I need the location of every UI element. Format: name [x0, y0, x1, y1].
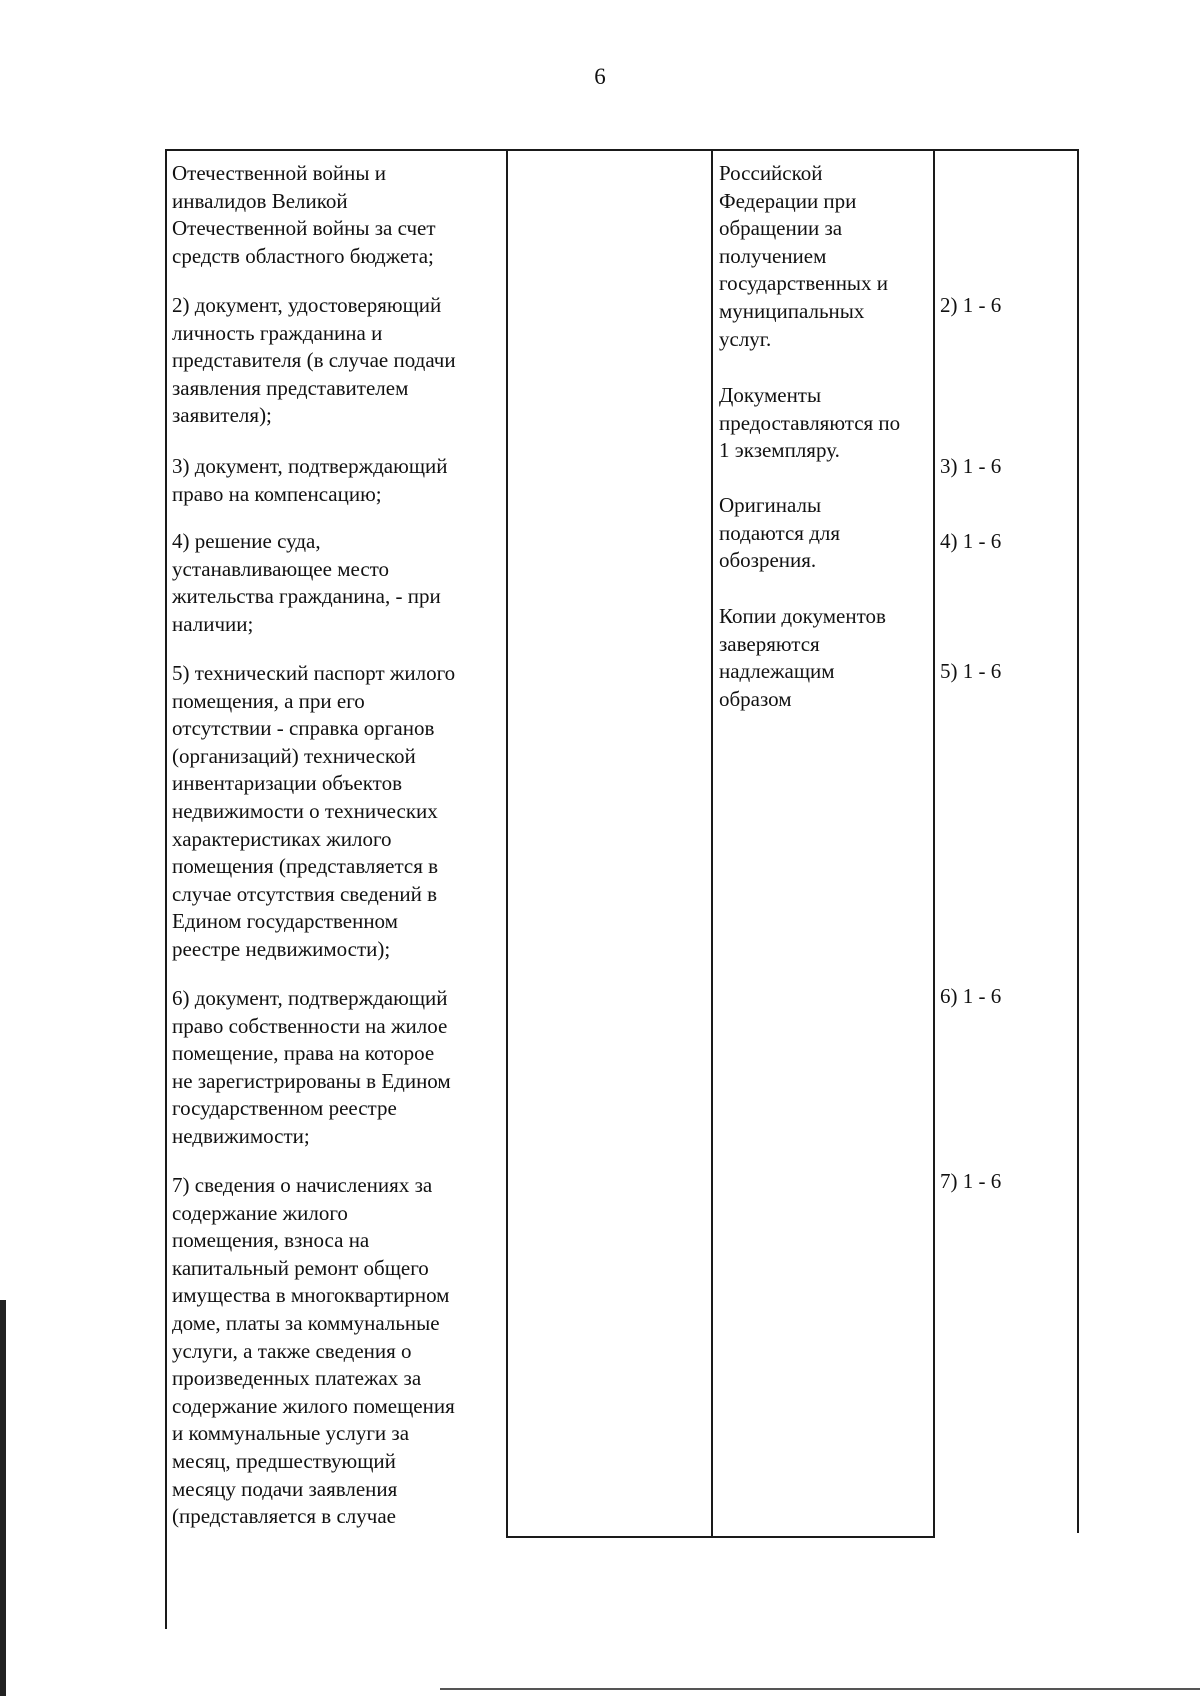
- column-divider-3: [933, 149, 935, 1537]
- reference-item-4: 4) 1 - 6: [940, 529, 1002, 553]
- reference-item-2: 2) 1 - 6: [940, 293, 1002, 317]
- federation-services-note: Российской Федерации при обращении за получением государственных и муниципальных услуг.: [719, 161, 889, 351]
- document-item-7: 7) сведения о начислениях за содержание жилого помещения, взноса на капитальный ремонт общего имущества в многоквартирном доме, платы за коммунальные услуги, а также сведения о произведенных платежах за содержание жилого помещения и коммунальные услуги за месяц, предшествующий месяцу подачи заявления (представляется в случае: [172, 1173, 455, 1529]
- page-number: 6: [594, 64, 606, 89]
- table-top-border: [165, 149, 1079, 151]
- document-item-6: 6) документ, подтверждающий право собственности на жилое помещение, права на которое не зарегистрированы в Едином государственном реестре недвижимости;: [172, 986, 451, 1148]
- reference-item-6: 6) 1 - 6: [940, 984, 1002, 1008]
- document-list-continuation: Отечественной войны и инвалидов Великой Отечественной войны за счет средств областного бюджета;: [172, 161, 436, 268]
- originals-note: Оригиналы подаются для обозрения.: [719, 493, 841, 573]
- document-item-3: 3) документ, подтверждающий право на компенсацию;: [172, 454, 448, 506]
- middle-columns-bottom-border: [506, 1536, 935, 1538]
- scan-bottom-line: [440, 1688, 1200, 1690]
- reference-item-7: 7) 1 - 6: [940, 1169, 1002, 1193]
- document-item-5: 5) технический паспорт жилого помещения, а при его отсутствии - справка органов (организаций) технической инвентаризации объектов недвижимости о технических характеристиках жилого помещения (представляется в случае отсутствия сведений в Едином государственном реестре недвижимости);: [172, 661, 456, 961]
- table-right-border: [1077, 149, 1079, 1533]
- column-divider-2: [711, 149, 713, 1537]
- reference-item-3: 3) 1 - 6: [940, 454, 1002, 478]
- copies-count-note: Документы предоставляются по 1 экземпляру.: [719, 383, 901, 463]
- document-item-2: 2) документ, удостоверяющий личность гражданина и представителя (в случае подачи заявления представителем заявителя);: [172, 293, 456, 428]
- certified-copies-note: Копии документов заверяются надлежащим образом: [719, 604, 886, 711]
- scan-left-edge: [0, 1300, 6, 1696]
- document-item-4: 4) решение суда, устанавливающее место жительства гражданина, - при наличии;: [172, 529, 441, 636]
- column-divider-1: [506, 149, 508, 1537]
- table-left-border: [165, 149, 167, 1629]
- reference-item-5: 5) 1 - 6: [940, 659, 1002, 683]
